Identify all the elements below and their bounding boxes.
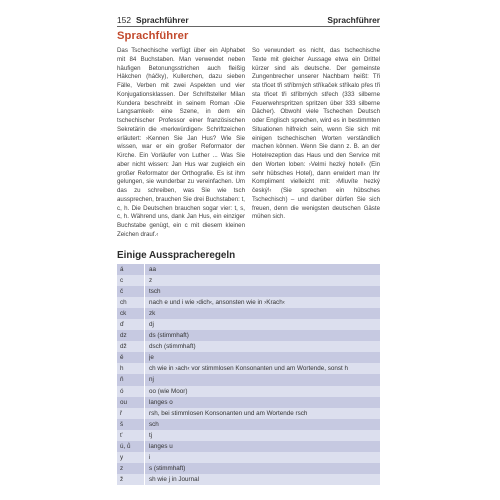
pronunciation-cell: zk bbox=[149, 310, 156, 318]
letter-cell: ř bbox=[120, 409, 123, 417]
column-divider bbox=[144, 319, 145, 330]
pronunciation-cell: sch bbox=[149, 420, 159, 428]
table-row bbox=[117, 352, 380, 363]
running-head-right-section: Sprachführer bbox=[327, 15, 380, 25]
table-row bbox=[117, 441, 380, 452]
pronunciation-cell: tsch bbox=[149, 288, 161, 296]
table-row bbox=[117, 430, 380, 441]
column-divider bbox=[144, 341, 145, 352]
letter-cell: c bbox=[120, 277, 124, 285]
column-divider bbox=[144, 330, 145, 341]
body-text-left-column: Das Tschechische verfügt über ein Alphabet mit 84 Buchstaben. Man verwendet neben häufigen Betonungsstrichen auch fleißig Häkchen (háčky), Kullerchen, dazu sieben Fälle, Verben mit zwei Aspekten und vier Konjugationsklassen. Der Schriftsteller Milan Kundera beschreibt in seinem Roman ›Die Langsamkeit‹ eine Szene, in dem ein tschechischer Professor einer französischen Sekretärin die ›merkwürdigen‹ Schriftzeichen erläutert: ›Kennen Sie Jan Hus? Wie Sie wissen, war er ein großer Reformator der Kirche. Ein Vorläufer von Luther ... Was Sie aber nicht wissen: Jan Hus war zugleich ein großer Reformator der Orthografie. Es ist ihm gelungen, sie wunderbar zu vereinfachen. Um das zu schreiben, was Sie wie tsch aussprechen, brauchen Sie drei Buchstaben: t, c, h. Die Deutschen brauchen sogar vier: t, s, c, h. Während uns, dank Jan Hus, ein einziger Buchstabe genügt, ein c mit diesem kleinen Zeichen drauf.‹ bbox=[117, 47, 245, 238]
letter-cell: á bbox=[120, 266, 124, 273]
letter-cell: ď bbox=[120, 321, 124, 329]
pronunciation-cell: nach e und i wie ›dich‹, ansonsten wie in ›Krach‹ bbox=[149, 299, 285, 307]
table-row bbox=[117, 474, 380, 485]
column-divider bbox=[144, 275, 145, 286]
table-row bbox=[117, 408, 380, 419]
letter-cell: y bbox=[120, 453, 124, 461]
table-row bbox=[117, 330, 380, 341]
column-divider bbox=[144, 474, 145, 485]
table-row bbox=[117, 452, 380, 463]
table-row bbox=[117, 341, 380, 352]
column-divider bbox=[144, 352, 145, 363]
pronunciation-cell: ch wie in ›ach‹ vor stimmlosen Konsonanten und am Wortende, sonst h bbox=[149, 365, 349, 373]
column-divider bbox=[144, 264, 145, 275]
header-rule bbox=[117, 26, 380, 27]
body-text-right-column: So verwundert es nicht, das tschechische Texte mit gleicher Aussage etwa ein Drittel kürzer sind als deutsche. Der gemeinste Zungenbrecher unserer Nachbarn heißt: Tři sta třicet tři stříbrných stříkaček stříkalo přes tři sta třicet tři stříbrných střech (333 silberne Feuerwehrspritzen spritzen über 333 silberne Dächer). Obwohl viele Tschechen Deutsch oder Englisch sprechen, wird es in bestimmten Situationen hilfreich sein, wenn Sie sich mit einigen tschechischen Worten verständlich machen können. Wenn Sie dann z. B. an der Hotelrezeption das Haus und den Service mit den Worten loben: ›Velmi hezký hotel!‹ (Ein sehr hübsches Hotel), dann erwidert man Ihr Kompliment vielleicht mit: ›Mluvíte hezký český!‹ (Sie sprechen ein hübsches Tschechisch) – und darüber dürfen Sie sich freuen, denn die wenigsten deutschen Gäste mühen sich. bbox=[252, 47, 380, 221]
pronunciation-cell: oo (wie Moor) bbox=[149, 387, 188, 395]
column-divider bbox=[144, 419, 145, 430]
column-divider bbox=[144, 441, 145, 452]
letter-cell: ť bbox=[120, 431, 123, 439]
pronunciation-table bbox=[117, 264, 380, 485]
pronunciation-cell: i bbox=[149, 453, 151, 461]
column-divider bbox=[144, 363, 145, 374]
letter-cell: ě bbox=[120, 354, 124, 362]
letter-cell: ž bbox=[120, 475, 124, 483]
letter-cell: h bbox=[120, 365, 124, 373]
pronunciation-cell: langes o bbox=[149, 398, 173, 406]
pronunciation-cell: nj bbox=[149, 376, 154, 384]
column-divider bbox=[144, 386, 145, 397]
column-divider bbox=[144, 397, 145, 408]
pronunciation-cell: dsch (stimmhaft) bbox=[149, 343, 196, 351]
pronunciation-cell: ds (stimmhaft) bbox=[149, 332, 189, 340]
table-row bbox=[117, 286, 380, 297]
letter-cell: ch bbox=[120, 299, 127, 307]
table-row bbox=[117, 419, 380, 430]
running-head bbox=[117, 15, 380, 25]
letter-cell: ck bbox=[120, 310, 127, 318]
table-row bbox=[117, 397, 380, 408]
pronunciation-cell: s (stimmhaft) bbox=[149, 464, 186, 472]
running-head-left-section: Sprachführer bbox=[136, 15, 189, 25]
pronunciation-cell: sh wie j in Journal bbox=[149, 475, 200, 483]
table-row bbox=[117, 363, 380, 374]
table-row bbox=[117, 386, 380, 397]
letter-cell: dz bbox=[120, 332, 127, 340]
pronunciation-cell: rsh, bei stimmlosen Konsonanten und am Wortende rsch bbox=[149, 409, 308, 417]
table-row bbox=[117, 308, 380, 319]
pronunciation-cell: langes u bbox=[149, 442, 173, 450]
table-row bbox=[117, 297, 380, 308]
table-row bbox=[117, 264, 380, 275]
letter-cell: ou bbox=[120, 398, 128, 406]
table-row bbox=[117, 275, 380, 286]
letter-cell: č bbox=[120, 288, 124, 296]
pronunciation-cell: tj bbox=[149, 431, 153, 439]
pronunciation-cell: z bbox=[149, 277, 153, 285]
pronunciation-cell: aa bbox=[149, 266, 157, 273]
column-divider bbox=[144, 297, 145, 308]
column-divider bbox=[144, 374, 145, 385]
pronunciation-cell: je bbox=[149, 354, 154, 362]
letter-cell: z bbox=[120, 464, 124, 472]
section-title: Sprachführer bbox=[117, 30, 189, 42]
table-row bbox=[117, 463, 380, 474]
letter-cell: ň bbox=[120, 376, 124, 384]
column-divider bbox=[144, 452, 145, 463]
column-divider bbox=[144, 286, 145, 297]
column-divider bbox=[144, 430, 145, 441]
letter-cell: ó bbox=[120, 387, 124, 395]
column-divider bbox=[144, 308, 145, 319]
table-title: Einige Ausspracheregeln bbox=[117, 250, 236, 261]
table-row bbox=[117, 319, 380, 330]
table-row bbox=[117, 374, 380, 385]
column-divider bbox=[144, 463, 145, 474]
pronunciation-cell: dj bbox=[149, 321, 154, 329]
page-number: 152 bbox=[117, 15, 131, 25]
letter-cell: š bbox=[120, 420, 124, 428]
letter-cell: dž bbox=[120, 343, 127, 351]
column-divider bbox=[144, 408, 145, 419]
letter-cell: ú, ů bbox=[120, 442, 131, 450]
